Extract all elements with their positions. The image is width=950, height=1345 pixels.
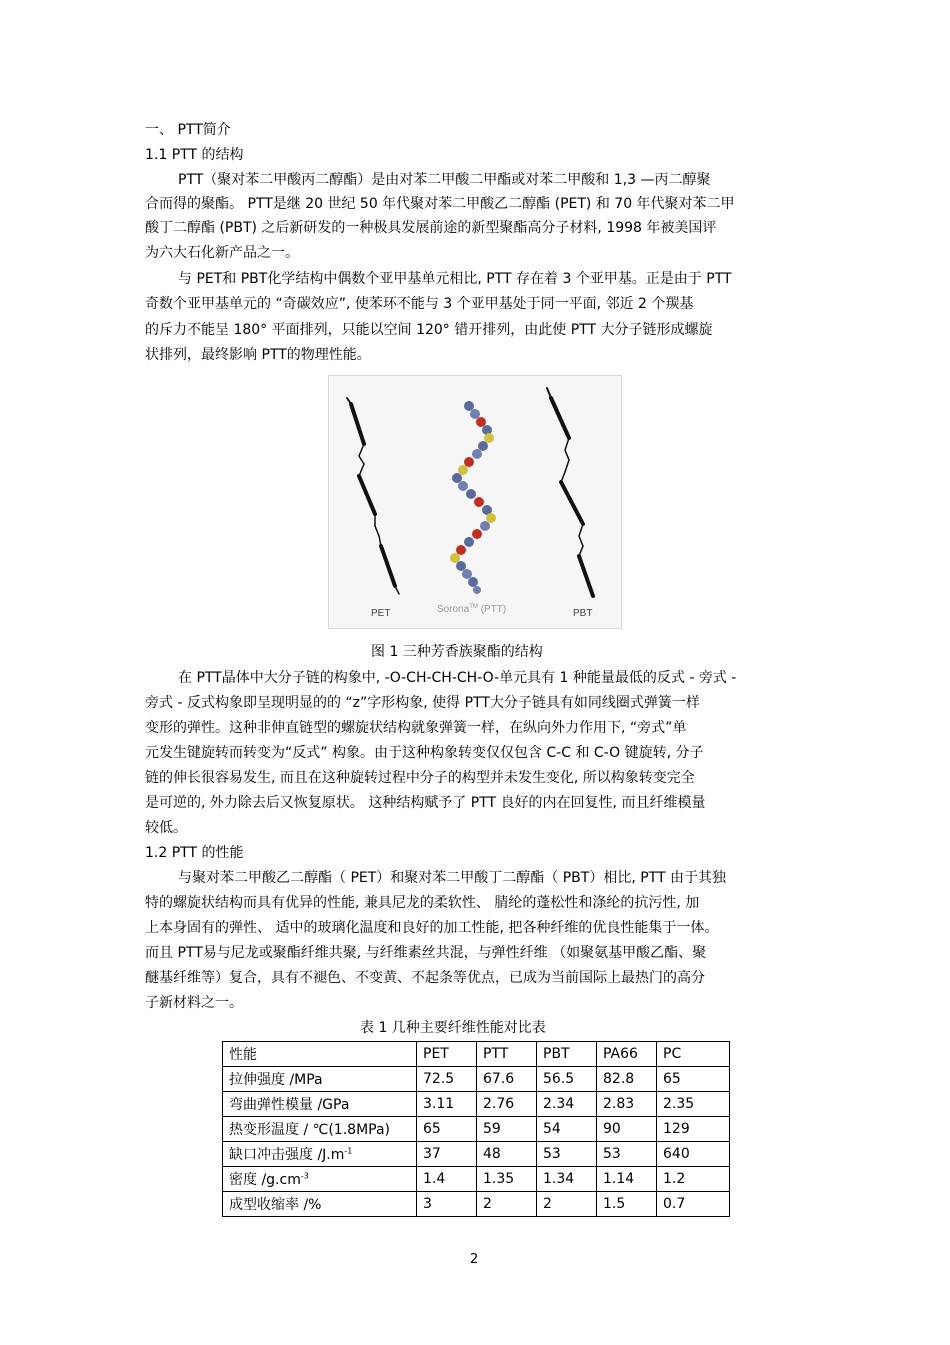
paragraph-line: 较低。 — [145, 820, 187, 836]
value-cell: 129 — [657, 1117, 730, 1142]
subsection-heading-structure: 1.1 PTT 的结构 — [145, 147, 244, 163]
paragraph-line: 酸丁二醇酯 (PBT) 之后新研发的一种极具发展前途的新型聚酯高分子材料, 1998 年被美国评 — [145, 220, 717, 236]
value-cell: 1.14 — [597, 1167, 657, 1192]
value-cell: 67.6 — [477, 1067, 537, 1092]
paragraph-line: 子新材料之一。 — [145, 995, 243, 1011]
header-cell: PC — [657, 1042, 730, 1067]
value-cell: 1.34 — [537, 1167, 597, 1192]
value-cell: 37 — [417, 1142, 477, 1167]
table-caption: 表 1 几种主要纤维性能对比表 — [360, 1020, 546, 1036]
fiber-properties-table — [222, 1041, 730, 1217]
subsection-heading-properties: 1.2 PTT 的性能 — [145, 845, 244, 861]
table-row — [223, 1067, 730, 1092]
value-cell: 2.34 — [537, 1092, 597, 1117]
value-cell: 0.7 — [657, 1192, 730, 1217]
value-cell: 3.11 — [417, 1092, 477, 1117]
value-cell: 53 — [537, 1142, 597, 1167]
property-cell: 弯曲弹性模量 /GPa — [223, 1092, 417, 1117]
value-cell: 2.76 — [477, 1092, 537, 1117]
value-cell: 2.83 — [597, 1092, 657, 1117]
table-row — [223, 1167, 730, 1192]
paragraph-line: 特的螺旋状结构而具有优异的性能, 兼具尼龙的柔软性、 腈纶的蓬松性和涤纶的抗污性, 加 — [145, 895, 700, 911]
paragraph-line: 合而得的聚酯。 PTT是继 20 世纪 50 年代聚对苯二甲酸乙二醇酯 (PET) 和 70 年代聚对苯二甲 — [145, 196, 735, 212]
value-cell: 2.35 — [657, 1092, 730, 1117]
paragraph-line: PTT（聚对苯二甲酸丙二醇酯）是由对苯二甲酸二甲酯或对苯二甲酸和 1,3 —丙二醇聚 — [178, 172, 711, 188]
value-cell: 640 — [657, 1142, 730, 1167]
header-cell: PET — [417, 1042, 477, 1067]
paragraph-line: 与聚对苯二甲酸乙二醇酯（ PET）和聚对苯二甲酸丁二醇酯（ PBT）相比, PTT 由于其独 — [178, 870, 726, 886]
paragraph-line: 而且 PTT易与尼龙或聚酯纤维共聚, 与纤维素丝共混，与弹性纤维 （如聚氨基甲酸乙酯、聚 — [145, 945, 707, 961]
pet-label: PET — [371, 608, 391, 619]
figure-caption: 图 1 三种芳香族聚酯的结构 — [371, 644, 543, 660]
value-cell: 2 — [537, 1192, 597, 1217]
paragraph-line: 是可逆的, 外力除去后又恢复原状。 这种结构赋予了 PTT 良好的内在回复性, 而且纤维模量 — [145, 795, 706, 811]
paragraph-line: 与 PET和 PBT化学结构中偶数个亚甲基单元相比, PTT 存在着 3 个亚甲基。正是由于 PTT — [178, 271, 732, 287]
table-header-row — [223, 1042, 730, 1067]
paragraph-line: 醚基纤维等）复合，具有不褪色、不变黄、不起条等优点，已成为当前国际上最热门的高分 — [145, 970, 705, 986]
paragraph-line: 链的伸长很容易发生, 而且在这种旋转过程中分子的构型并未发生变化, 所以构象转变完全 — [145, 770, 695, 786]
value-cell: 90 — [597, 1117, 657, 1142]
value-cell: 1.5 — [597, 1192, 657, 1217]
paragraph-line: 为六大石化新产品之一。 — [145, 245, 299, 261]
paragraph-line: 奇数个亚甲基单元的 “奇碳效应”, 使苯环不能与 3 个亚甲基处于同一平面, 邻近 2 个羰基 — [145, 296, 694, 312]
value-cell: 48 — [477, 1142, 537, 1167]
value-cell: 3 — [417, 1192, 477, 1217]
polyester-structure-figure — [328, 375, 622, 629]
value-cell: 1.4 — [417, 1167, 477, 1192]
property-cell: 热变形温度 / ℃(1.8MPa) — [223, 1117, 417, 1142]
header-cell: PTT — [477, 1042, 537, 1067]
pet-chain — [347, 398, 399, 594]
value-cell: 59 — [477, 1117, 537, 1142]
value-cell: 53 — [597, 1142, 657, 1167]
page-number: 2 — [470, 1252, 479, 1267]
table-row — [223, 1142, 730, 1167]
paragraph-line: 在 PTT晶体中大分子链的构象中, -O-CH-CH-CH-O-单元具有 1 种能量最低的反式 - 旁式 - — [178, 670, 737, 686]
value-cell: 1.35 — [477, 1167, 537, 1192]
header-cell: PA66 — [597, 1042, 657, 1067]
property-cell: 密度 $/g.cm^{-3}$ — [223, 1167, 417, 1192]
pbt-chain — [547, 388, 593, 596]
paragraph-line: 元发生键旋转而转变为“反式” 构象。由于这种构象转变仅仅包含 C-C 和 C-O 键旋转, 分子 — [145, 745, 704, 761]
header-cell: PBT — [537, 1042, 597, 1067]
pbt-label: PBT — [573, 608, 593, 619]
property-cell: 拉伸强度 /MPa — [223, 1067, 417, 1092]
paragraph-line: 上本身固有的弹性、 适中的玻璃化温度和良好的加工性能, 把各种纤维的优良性能集于一体。 — [145, 920, 719, 936]
table-row — [223, 1117, 730, 1142]
header-cell: 性能 — [223, 1042, 417, 1067]
paragraph-line: 旁式 - 反式构象即呈现明显的的 “z”字形构象, 使得 PTT大分子链具有如同线圈式弹簧一样 — [145, 695, 700, 711]
value-cell: 56.5 — [537, 1067, 597, 1092]
chain-illustration — [329, 376, 621, 628]
value-cell: 54 — [537, 1117, 597, 1142]
paragraph-line: 变形的弹性。这种非伸直链型的螺旋状结构就象弹簧一样，在纵向外力作用下, “旁式”单 — [145, 720, 687, 736]
sorona-label: Sorona™ (PTT) — [437, 604, 507, 615]
table-row — [223, 1192, 730, 1217]
table-row — [223, 1092, 730, 1117]
paragraph-line: 状排列，最终影响 PTT的物理性能。 — [145, 347, 371, 363]
paragraph-line: 的斥力不能呈 180° 平面排列，只能以空间 120° 错开排列，由此使 PTT 大分子链形成螺旋 — [145, 322, 713, 338]
value-cell: 2 — [477, 1192, 537, 1217]
value-cell: 65 — [657, 1067, 730, 1092]
value-cell: 72.5 — [417, 1067, 477, 1092]
value-cell: 1.2 — [657, 1167, 730, 1192]
property-cell: 缺口冲击强度 $/J.m^{-1}$ — [223, 1142, 417, 1167]
value-cell: 82.8 — [597, 1067, 657, 1092]
property-cell: 成型收缩率 /% — [223, 1192, 417, 1217]
ptt-helix — [450, 401, 496, 594]
section-heading: 一、 PTT简介 — [145, 122, 231, 138]
value-cell: 65 — [417, 1117, 477, 1142]
